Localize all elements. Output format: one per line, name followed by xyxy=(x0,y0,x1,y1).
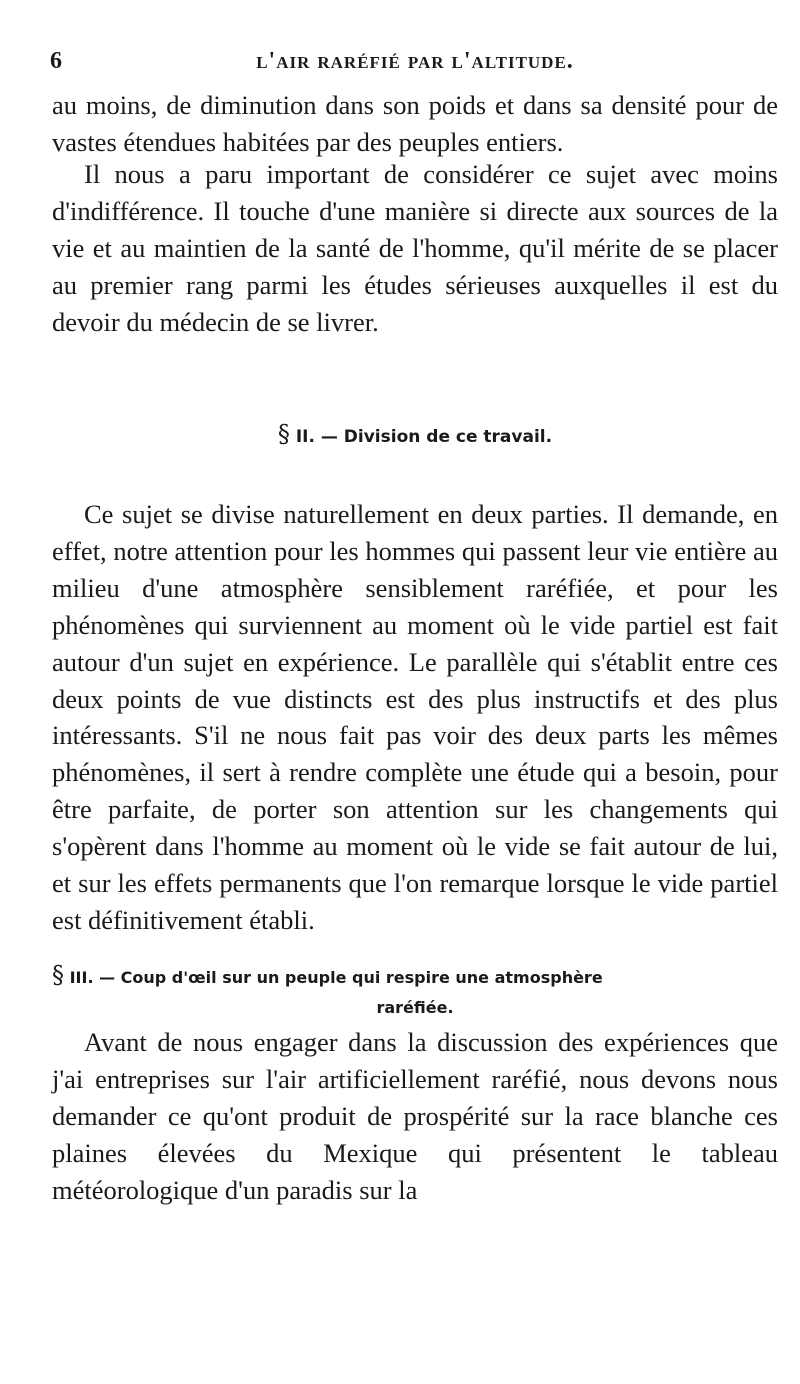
paragraph-importance: Il nous a paru important de considérer ce sujet avec moins d'indifférence. Il touche d'une manière si directe aux sources de la vie et au maintien de la santé de l'homme, qu'il mérite de se placer au premier rang parmi les études sérieuses auxquelles il est du devoir du médecin de se livrer. xyxy=(52,159,778,337)
section-mark: § xyxy=(277,420,290,448)
section-heading-label: III. — Coup d'œil sur un peuple qui respire une atmosphère xyxy=(69,968,603,987)
section-heading-division xyxy=(52,420,778,451)
paragraph-mexique: Avant de nous engager dans la discussion des expériences que j'ai entreprises sur l'air artificiellement raréfié, nous devons nous demander ce qu'ont produit de prospérité sur la race blanche ces plaines élevées du Mexique qui présentent le tableau météorologique d'un paradis sur la xyxy=(52,1027,778,1205)
section-heading-label-continued: raréfiée. xyxy=(376,998,454,1017)
paragraph-division: Ce sujet se divise naturellement en deux parties. Il demande, en effet, notre attention pour les hommes qui passent leur vie entière au milieu d'une atmosphère sensiblement raréfiée, et pour les phénomènes qui surviennent au moment où le vide partiel est fait autour d'un sujet en expérience. Le parallèle qui s'établit entre ces deux points de vue distincts est des plus instructifs et des plus intéressants. S'il ne nous fait pas voir des deux parts les mêmes phénomènes, il sert à rendre complète une étude qui a besoin, pour être parfaite, de porter son attention sur les changements qui s'opèrent dans l'homme au moment où le vide se fait autour de lui, et sur les effets permanents que l'on remarque lorsque le vide partiel est définitivement établi. xyxy=(52,499,778,935)
section-heading-coup-doeil xyxy=(52,960,778,1023)
section-mark: § xyxy=(52,961,64,989)
section-heading-label: II. — Division de ce travail. xyxy=(295,427,553,447)
paragraph-continuation: au moins, de diminution dans son poids et dans sa densité pour de vastes étendues habitées par des peuples entiers. xyxy=(52,90,778,157)
page-number: 6 xyxy=(50,48,63,74)
running-title: l'air raréfié par l'altitude. xyxy=(256,48,574,74)
running-head xyxy=(50,48,780,84)
